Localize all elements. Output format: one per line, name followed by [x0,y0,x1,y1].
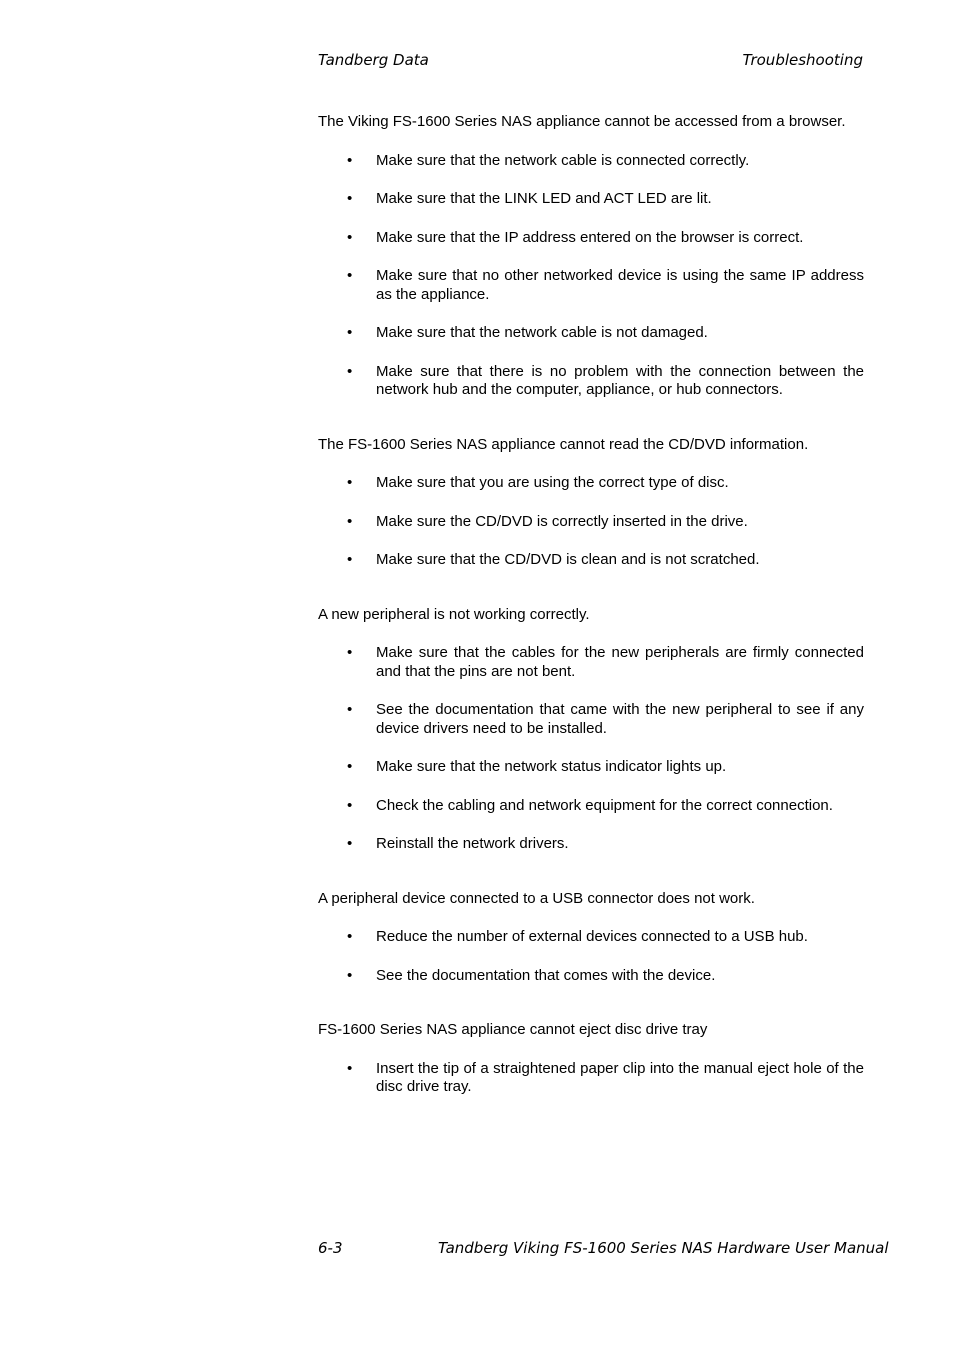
page-number: 6-3 [318,1239,343,1257]
list-item: • Check the cabling and network equipment for the correct connection. [347,796,833,814]
section-eject-tray [318,1021,864,1097]
problem-statement: FS-1600 Series NAS appliance cannot eject disc drive tray [318,1021,708,1038]
bullet-icon: • [347,701,353,718]
header-company: Tandberg Data [318,51,429,69]
list-item: • Make sure that no other networked device is using the same IP address as the appliance. [347,267,864,303]
bullet-icon: • [347,512,353,530]
solution-list [318,474,864,570]
list-item: • See the documentation that came with the new peripheral to see if any device drivers need to be installed. [347,701,864,737]
list-item: • Make sure that there is no problem with the connection between the network hub and the computer, appliance, or hub connectors. [347,362,864,398]
solution-list [318,1060,864,1097]
bullet-icon: • [347,758,353,775]
list-item: • Make sure that the IP address entered on the browser is correct. [347,228,804,246]
list-item: • Make sure that the network cable is not damaged. [347,324,708,341]
bullet-icon: • [347,644,353,661]
list-item: • Reduce the number of external devices connected to a USB hub. [347,928,808,945]
list-item: • Reinstall the network drivers. [347,835,569,852]
list-item: • Make sure that the CD/DVD is clean and is not scratched. [347,551,760,568]
bullet-icon: • [347,796,353,814]
section-usb-device [318,890,864,986]
problem-statement: The FS-1600 Series NAS appliance cannot read the CD/DVD information. [318,435,809,453]
solution-list [318,152,864,400]
list-item: • Make sure that the network status indicator lights up. [347,758,727,775]
problem-statement: A peripheral device connected to a USB connector does not work. [318,889,755,907]
troubleshooting-content [318,113,864,1133]
list-item: • Make sure the CD/DVD is correctly inserted in the drive. [347,512,748,530]
bullet-icon: • [347,928,353,945]
bullet-icon: • [347,835,353,852]
list-item: • See the documentation that comes with the device. [347,966,716,984]
header-section-title: Troubleshooting [742,51,863,69]
bullet-icon: • [347,151,353,169]
bullet-icon: • [347,267,353,284]
section-browser-access [318,113,864,400]
list-item: • Make sure that the network cable is connected correctly. [347,151,750,169]
problem-statement: The Viking FS-1600 Series NAS appliance cannot be accessed from a browser. [318,113,846,130]
bullet-icon: • [347,1059,353,1077]
bullet-icon: • [347,228,353,246]
solution-list [318,644,864,854]
bullet-icon: • [347,551,353,568]
bullet-icon: • [347,190,353,207]
solution-list [318,928,864,985]
problem-statement: A new peripheral is not working correctly. [318,605,590,623]
list-item: • Make sure that the cables for the new peripherals are firmly connected and that the pins are not bent. [347,644,864,680]
bullet-icon: • [347,324,353,341]
footer-manual-title: Tandberg Viking FS-1600 Series NAS Hardware User Manual [438,1239,889,1257]
bullet-icon: • [347,362,353,380]
list-item: • Insert the tip of a straightened paper clip into the manual eject hole of the disc drive tray. [347,1059,864,1095]
section-cd-dvd-read [318,436,864,570]
list-item: • Make sure that the LINK LED and ACT LED are lit. [347,190,712,207]
list-item: • Make sure that you are using the correct type of disc. [347,474,729,491]
bullet-icon: • [347,966,353,984]
section-new-peripheral [318,606,864,854]
bullet-icon: • [347,474,353,491]
